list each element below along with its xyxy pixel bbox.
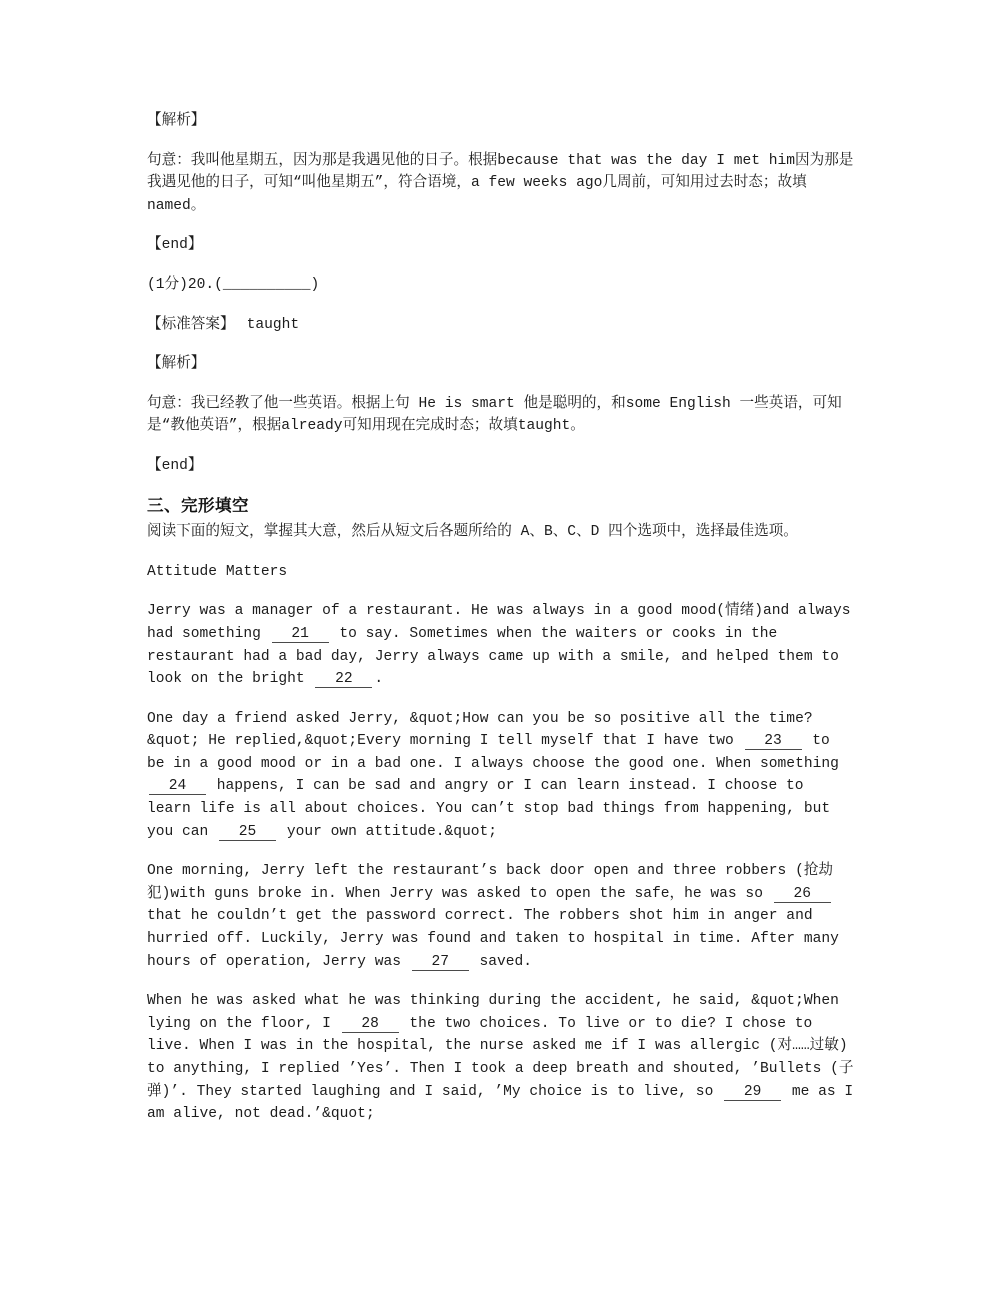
passage-title: Attitude Matters (147, 563, 288, 580)
cloze-blank-23: 23 (745, 734, 802, 750)
paragraph-segment: One morning, Jerry left the restaurant’s back door open and three robbers (抢劫犯)with guns broke in. When Jerry was asked to open the safe，he was so (147, 863, 834, 902)
paragraph-segment: to be in a good mood or in a bad one. I always choose the good one. When something (147, 733, 848, 772)
paragraph-segment: When he was asked what he was thinking during the accident, he said, &quot;When lying on the floor, I (147, 993, 848, 1032)
paragraph-segment: Jerry was a manager of a restaurant. He was always in a good mood(情绪)and always had something (147, 603, 860, 642)
cloze-blank-29: 29 (724, 1085, 781, 1101)
standard-answer-line (147, 314, 855, 337)
cloze-blank-28: 28 (342, 1017, 399, 1033)
section-instructions: 阅读下面的短文，掌握其大意，然后从短文后各题所给的 A、B、C、D 四个选项中，选择最佳选项。 (147, 524, 798, 541)
analysis-text-q19: 句意：我叫他星期五，因为那是我遇见他的日子。根据because that was the day I met him因为那是我遇见他的日子，可知“叫他星期五”，符合语境，a few weeks ago几周前，可知用过去时态；故填named。 (147, 152, 854, 214)
cloze-paragraph-1 (147, 600, 860, 690)
standard-answer-value: taught (246, 316, 300, 333)
cloze-blank-27: 27 (412, 955, 469, 971)
cloze-blank-26: 26 (774, 887, 831, 903)
cloze-blank-21: 21 (272, 627, 329, 643)
analysis-text-q20: 句意：我已经教了他一些英语。根据上句 He is smart 他是聪明的，和some English 一些英语，可知是“教他英语”，根据already可知用现在完成时态；故填taught。 (147, 395, 842, 435)
paragraph-segment: One day a friend asked Jerry, &quot;How can you be so positive all the time?&quot; He replied,&quot;Every morning I tell myself that I have two (147, 710, 813, 750)
paragraph-segment: the two choices. To live or to die? I chose to live. When I was in the hospital, the nurse asked me if I was allergic (对……过敏) to anything, I replied ’Yes’. Then I took a deep breath and shouted, ’Bullets (子弹)’. They started laughing and I said, ’My choice is to live, so (147, 1015, 857, 1100)
paragraph-segment: happens, I can be sad and angry or I can learn instead. I choose to learn life is all about choices. You can’t stop bad things from happening, but you can (147, 778, 839, 840)
section-heading-cloze: 三、完形填空 (147, 496, 249, 515)
cloze-blank-24: 24 (149, 779, 206, 795)
analysis-label: 【解析】 (147, 356, 206, 373)
cloze-paragraph-2 (147, 708, 855, 844)
analysis-label: 【解析】 (147, 113, 206, 129)
paragraph-segment: saved. (470, 953, 533, 970)
question-20-stem: (1分)20.(__________) (147, 276, 320, 293)
cloze-paragraph-4 (147, 990, 862, 1126)
end-marker: 【end】 (147, 457, 203, 474)
standard-answer-label: 【标准答案】 (147, 316, 235, 333)
cloze-blank-25: 25 (219, 825, 276, 841)
paragraph-segment: me as I am alive, not dead.’&quot; (147, 1083, 862, 1123)
paragraph-segment: that he couldn’t get the password correct. The robbers shot him in anger and hurried off. Luckily, Jerry was found and taken to hospital in time. After many hours of operation, Jerry was (147, 885, 848, 970)
end-marker: 【end】 (147, 237, 203, 254)
paragraph-segment: to say. Sometimes when the waiters or cooks in the restaurant had a bad day, Jerry always came up with a smile, and helped them to look on the bright (147, 625, 848, 688)
paragraph-segment: . (374, 671, 384, 688)
paragraph-segment: your own attitude.&quot; (278, 823, 498, 840)
cloze-paragraph-3 (147, 860, 855, 973)
cloze-blank-22: 22 (315, 672, 372, 688)
